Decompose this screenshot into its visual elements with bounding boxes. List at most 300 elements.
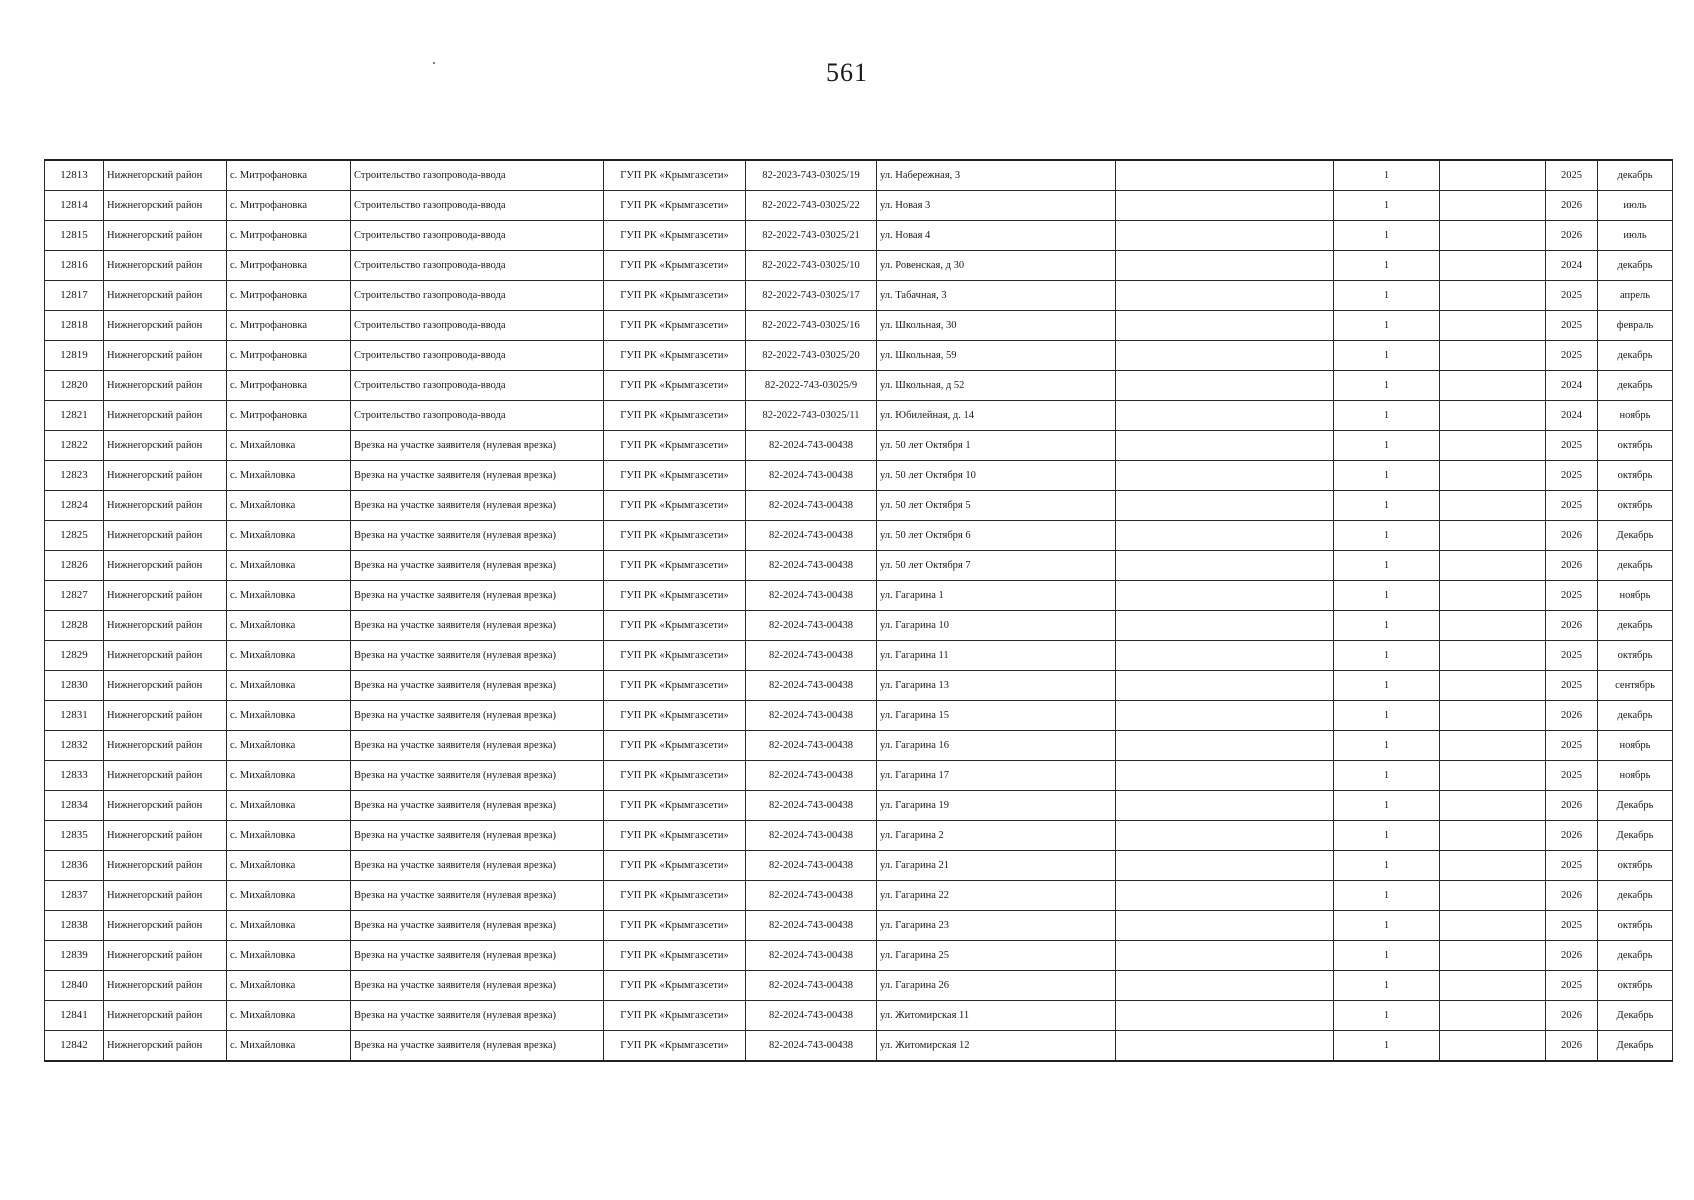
project-code-cell: 82-2024-743-00438: [746, 821, 877, 851]
month-cell: декабрь: [1598, 701, 1673, 731]
table-row: [45, 581, 1673, 611]
empty-cell: [1116, 641, 1334, 671]
project-code-cell: 82-2024-743-00438: [746, 791, 877, 821]
row-number: 12837: [45, 881, 104, 911]
project-code-cell: 82-2024-743-00438: [746, 731, 877, 761]
village-cell: с. Митрофановка: [227, 160, 351, 191]
village-cell: с. Митрофановка: [227, 221, 351, 251]
organization-cell: ГУП РК «Крымгазсети»: [604, 251, 746, 281]
row-number: 12835: [45, 821, 104, 851]
empty-cell: [1116, 671, 1334, 701]
organization-cell: ГУП РК «Крымгазсети»: [604, 731, 746, 761]
month-cell: ноябрь: [1598, 761, 1673, 791]
empty-cell: [1116, 371, 1334, 401]
year-cell: 2025: [1546, 431, 1598, 461]
work-type-cell: Врезка на участке заявителя (нулевая врезка): [351, 521, 604, 551]
month-cell: октябрь: [1598, 911, 1673, 941]
work-type-cell: Врезка на участке заявителя (нулевая врезка): [351, 911, 604, 941]
work-type-cell: Врезка на участке заявителя (нулевая врезка): [351, 641, 604, 671]
village-cell: с. Михайловка: [227, 731, 351, 761]
work-type-cell: Врезка на участке заявителя (нулевая врезка): [351, 971, 604, 1001]
district-cell: Нижнегорский район: [104, 371, 227, 401]
address-cell: ул. 50 лет Октября 1: [877, 431, 1116, 461]
table-row: [45, 461, 1673, 491]
empty-cell: [1116, 491, 1334, 521]
empty-cell: [1116, 581, 1334, 611]
month-cell: декабрь: [1598, 611, 1673, 641]
project-code-cell: 82-2022-743-03025/16: [746, 311, 877, 341]
work-type-cell: Врезка на участке заявителя (нулевая врезка): [351, 1001, 604, 1031]
month-cell: декабрь: [1598, 160, 1673, 191]
district-cell: Нижнегорский район: [104, 401, 227, 431]
empty-cell: [1440, 881, 1546, 911]
row-number: 12828: [45, 611, 104, 641]
month-cell: Декабрь: [1598, 521, 1673, 551]
row-number: 12840: [45, 971, 104, 1001]
district-cell: Нижнегорский район: [104, 671, 227, 701]
year-cell: 2026: [1546, 881, 1598, 911]
year-cell: 2024: [1546, 401, 1598, 431]
work-type-cell: Врезка на участке заявителя (нулевая врезка): [351, 491, 604, 521]
district-cell: Нижнегорский район: [104, 851, 227, 881]
month-cell: декабрь: [1598, 341, 1673, 371]
project-code-cell: 82-2022-743-03025/9: [746, 371, 877, 401]
table-row: [45, 641, 1673, 671]
year-cell: 2024: [1546, 251, 1598, 281]
empty-cell: [1440, 611, 1546, 641]
quantity-cell: 1: [1334, 1031, 1440, 1062]
empty-cell: [1440, 641, 1546, 671]
empty-cell: [1440, 191, 1546, 221]
empty-cell: [1116, 191, 1334, 221]
project-code-cell: 82-2022-743-03025/20: [746, 341, 877, 371]
empty-cell: [1440, 971, 1546, 1001]
month-cell: сентябрь: [1598, 671, 1673, 701]
table-row: [45, 701, 1673, 731]
address-cell: ул. 50 лет Октября 7: [877, 551, 1116, 581]
address-cell: ул. Школьная, д 52: [877, 371, 1116, 401]
table-row: [45, 821, 1673, 851]
village-cell: с. Михайловка: [227, 551, 351, 581]
quantity-cell: 1: [1334, 971, 1440, 1001]
empty-cell: [1116, 401, 1334, 431]
quantity-cell: 1: [1334, 341, 1440, 371]
year-cell: 2025: [1546, 971, 1598, 1001]
organization-cell: ГУП РК «Крымгазсети»: [604, 221, 746, 251]
work-type-cell: Врезка на участке заявителя (нулевая врезка): [351, 431, 604, 461]
organization-cell: ГУП РК «Крымгазсети»: [604, 191, 746, 221]
organization-cell: ГУП РК «Крымгазсети»: [604, 911, 746, 941]
empty-cell: [1116, 821, 1334, 851]
district-cell: Нижнегорский район: [104, 551, 227, 581]
month-cell: октябрь: [1598, 431, 1673, 461]
year-cell: 2025: [1546, 761, 1598, 791]
quantity-cell: 1: [1334, 851, 1440, 881]
village-cell: с. Михайловка: [227, 821, 351, 851]
table-row: [45, 251, 1673, 281]
project-code-cell: 82-2024-743-00438: [746, 911, 877, 941]
project-code-cell: 82-2022-743-03025/22: [746, 191, 877, 221]
work-type-cell: Строительство газопровода-ввода: [351, 251, 604, 281]
village-cell: с. Михайловка: [227, 791, 351, 821]
row-number: 12834: [45, 791, 104, 821]
project-code-cell: 82-2024-743-00438: [746, 881, 877, 911]
year-cell: 2025: [1546, 641, 1598, 671]
year-cell: 2025: [1546, 851, 1598, 881]
year-cell: 2025: [1546, 461, 1598, 491]
empty-cell: [1440, 851, 1546, 881]
village-cell: с. Михайловка: [227, 671, 351, 701]
row-number: 12829: [45, 641, 104, 671]
project-code-cell: 82-2024-743-00438: [746, 701, 877, 731]
quantity-cell: 1: [1334, 401, 1440, 431]
row-number: 12825: [45, 521, 104, 551]
address-cell: ул. Набережная, 3: [877, 160, 1116, 191]
village-cell: с. Михайловка: [227, 1001, 351, 1031]
village-cell: с. Михайловка: [227, 1031, 351, 1062]
district-cell: Нижнегорский район: [104, 791, 227, 821]
empty-cell: [1116, 851, 1334, 881]
year-cell: 2026: [1546, 941, 1598, 971]
address-cell: ул. 50 лет Октября 5: [877, 491, 1116, 521]
table-row: [45, 431, 1673, 461]
district-cell: Нижнегорский район: [104, 911, 227, 941]
address-cell: ул. Ровенская, д 30: [877, 251, 1116, 281]
village-cell: с. Михайловка: [227, 911, 351, 941]
village-cell: с. Митрофановка: [227, 251, 351, 281]
month-cell: июль: [1598, 191, 1673, 221]
quantity-cell: 1: [1334, 881, 1440, 911]
district-cell: Нижнегорский район: [104, 281, 227, 311]
project-code-cell: 82-2024-743-00438: [746, 671, 877, 701]
work-type-cell: Врезка на участке заявителя (нулевая врезка): [351, 941, 604, 971]
district-cell: Нижнегорский район: [104, 731, 227, 761]
quantity-cell: 1: [1334, 251, 1440, 281]
district-cell: Нижнегорский район: [104, 251, 227, 281]
village-cell: с. Михайловка: [227, 941, 351, 971]
address-cell: ул. 50 лет Октября 6: [877, 521, 1116, 551]
table-row: [45, 491, 1673, 521]
quantity-cell: 1: [1334, 701, 1440, 731]
work-type-cell: Врезка на участке заявителя (нулевая врезка): [351, 881, 604, 911]
empty-cell: [1440, 491, 1546, 521]
village-cell: с. Михайловка: [227, 641, 351, 671]
district-cell: Нижнегорский район: [104, 701, 227, 731]
month-cell: ноябрь: [1598, 401, 1673, 431]
row-number: 12822: [45, 431, 104, 461]
empty-cell: [1440, 911, 1546, 941]
table-row: [45, 611, 1673, 641]
organization-cell: ГУП РК «Крымгазсети»: [604, 611, 746, 641]
month-cell: октябрь: [1598, 461, 1673, 491]
empty-cell: [1116, 221, 1334, 251]
address-cell: ул. Гагарина 13: [877, 671, 1116, 701]
row-number: 12842: [45, 1031, 104, 1062]
organization-cell: ГУП РК «Крымгазсети»: [604, 581, 746, 611]
project-code-cell: 82-2022-743-03025/10: [746, 251, 877, 281]
address-cell: ул. Юбилейная, д. 14: [877, 401, 1116, 431]
quantity-cell: 1: [1334, 821, 1440, 851]
row-number: 12841: [45, 1001, 104, 1031]
row-number: 12833: [45, 761, 104, 791]
project-code-cell: 82-2023-743-03025/19: [746, 160, 877, 191]
project-code-cell: 82-2024-743-00438: [746, 521, 877, 551]
organization-cell: ГУП РК «Крымгазсети»: [604, 1001, 746, 1031]
district-cell: Нижнегорский район: [104, 821, 227, 851]
project-code-cell: 82-2024-743-00438: [746, 581, 877, 611]
quantity-cell: 1: [1334, 491, 1440, 521]
project-code-cell: 82-2024-743-00438: [746, 971, 877, 1001]
work-type-cell: Врезка на участке заявителя (нулевая врезка): [351, 761, 604, 791]
month-cell: февраль: [1598, 311, 1673, 341]
work-type-cell: Строительство газопровода-ввода: [351, 221, 604, 251]
year-cell: 2025: [1546, 491, 1598, 521]
district-cell: Нижнегорский район: [104, 881, 227, 911]
address-cell: ул. Табачная, 3: [877, 281, 1116, 311]
district-cell: Нижнегорский район: [104, 221, 227, 251]
month-cell: октябрь: [1598, 971, 1673, 1001]
quantity-cell: 1: [1334, 281, 1440, 311]
organization-cell: ГУП РК «Крымгазсети»: [604, 371, 746, 401]
district-cell: Нижнегорский район: [104, 160, 227, 191]
month-cell: Декабрь: [1598, 791, 1673, 821]
row-number: 12814: [45, 191, 104, 221]
year-cell: 2025: [1546, 671, 1598, 701]
organization-cell: ГУП РК «Крымгазсети»: [604, 160, 746, 191]
empty-cell: [1440, 281, 1546, 311]
village-cell: с. Михайловка: [227, 581, 351, 611]
row-number: 12815: [45, 221, 104, 251]
address-cell: ул. Гагарина 1: [877, 581, 1116, 611]
table-row: [45, 1001, 1673, 1031]
address-cell: ул. Новая 4: [877, 221, 1116, 251]
quantity-cell: 1: [1334, 581, 1440, 611]
year-cell: 2026: [1546, 551, 1598, 581]
table-row: [45, 281, 1673, 311]
work-type-cell: Врезка на участке заявителя (нулевая врезка): [351, 701, 604, 731]
project-code-cell: 82-2024-743-00438: [746, 761, 877, 791]
empty-cell: [1116, 311, 1334, 341]
empty-cell: [1440, 551, 1546, 581]
address-cell: ул. Новая 3: [877, 191, 1116, 221]
table-row: [45, 791, 1673, 821]
empty-cell: [1116, 791, 1334, 821]
district-cell: Нижнегорский район: [104, 641, 227, 671]
table-row: [45, 221, 1673, 251]
organization-cell: ГУП РК «Крымгазсети»: [604, 281, 746, 311]
project-code-cell: 82-2024-743-00438: [746, 641, 877, 671]
village-cell: с. Михайловка: [227, 461, 351, 491]
organization-cell: ГУП РК «Крымгазсети»: [604, 521, 746, 551]
empty-cell: [1440, 431, 1546, 461]
empty-cell: [1440, 1001, 1546, 1031]
row-number: 12823: [45, 461, 104, 491]
month-cell: ноябрь: [1598, 731, 1673, 761]
district-cell: Нижнегорский район: [104, 941, 227, 971]
quantity-cell: 1: [1334, 641, 1440, 671]
month-cell: декабрь: [1598, 941, 1673, 971]
address-cell: ул. Житомирская 12: [877, 1031, 1116, 1062]
address-cell: ул. Гагарина 17: [877, 761, 1116, 791]
year-cell: 2025: [1546, 911, 1598, 941]
work-type-cell: Врезка на участке заявителя (нулевая врезка): [351, 581, 604, 611]
empty-cell: [1116, 941, 1334, 971]
organization-cell: ГУП РК «Крымгазсети»: [604, 791, 746, 821]
table-row: [45, 881, 1673, 911]
page-number: 561: [826, 58, 868, 87]
year-cell: 2025: [1546, 341, 1598, 371]
village-cell: с. Михайловка: [227, 431, 351, 461]
address-cell: ул. Житомирская 11: [877, 1001, 1116, 1031]
month-cell: Декабрь: [1598, 1031, 1673, 1062]
empty-cell: [1116, 461, 1334, 491]
table-row: [45, 671, 1673, 701]
quantity-cell: 1: [1334, 521, 1440, 551]
organization-cell: ГУП РК «Крымгазсети»: [604, 341, 746, 371]
month-cell: июль: [1598, 221, 1673, 251]
empty-cell: [1116, 701, 1334, 731]
empty-cell: [1440, 371, 1546, 401]
empty-cell: [1440, 251, 1546, 281]
project-code-cell: 82-2024-743-00438: [746, 1001, 877, 1031]
work-type-cell: Врезка на участке заявителя (нулевая врезка): [351, 821, 604, 851]
month-cell: декабрь: [1598, 371, 1673, 401]
table-row: [45, 971, 1673, 1001]
table-row: [45, 401, 1673, 431]
row-number: 12827: [45, 581, 104, 611]
address-cell: ул. Гагарина 23: [877, 911, 1116, 941]
year-cell: 2026: [1546, 521, 1598, 551]
empty-cell: [1116, 281, 1334, 311]
empty-cell: [1116, 761, 1334, 791]
quantity-cell: 1: [1334, 731, 1440, 761]
quantity-cell: 1: [1334, 791, 1440, 821]
village-cell: с. Михайловка: [227, 701, 351, 731]
table-row: [45, 341, 1673, 371]
village-cell: с. Михайловка: [227, 521, 351, 551]
month-cell: декабрь: [1598, 551, 1673, 581]
table-row: [45, 941, 1673, 971]
address-cell: ул. Школьная, 30: [877, 311, 1116, 341]
month-cell: октябрь: [1598, 851, 1673, 881]
project-code-cell: 82-2022-743-03025/21: [746, 221, 877, 251]
project-code-cell: 82-2024-743-00438: [746, 551, 877, 581]
village-cell: с. Митрофановка: [227, 401, 351, 431]
year-cell: 2025: [1546, 281, 1598, 311]
empty-cell: [1440, 701, 1546, 731]
quantity-cell: 1: [1334, 160, 1440, 191]
work-type-cell: Врезка на участке заявителя (нулевая врезка): [351, 1031, 604, 1062]
address-cell: ул. Гагарина 19: [877, 791, 1116, 821]
quantity-cell: 1: [1334, 221, 1440, 251]
quantity-cell: 1: [1334, 941, 1440, 971]
table-row: [45, 911, 1673, 941]
project-code-cell: 82-2024-743-00438: [746, 491, 877, 521]
empty-cell: [1116, 1031, 1334, 1062]
work-type-cell: Строительство газопровода-ввода: [351, 160, 604, 191]
row-number: 12826: [45, 551, 104, 581]
project-code-cell: 82-2022-743-03025/11: [746, 401, 877, 431]
address-cell: ул. Гагарина 26: [877, 971, 1116, 1001]
organization-cell: ГУП РК «Крымгазсети»: [604, 881, 746, 911]
district-cell: Нижнегорский район: [104, 971, 227, 1001]
empty-cell: [1440, 1031, 1546, 1062]
empty-cell: [1116, 551, 1334, 581]
organization-cell: ГУП РК «Крымгазсети»: [604, 491, 746, 521]
project-code-cell: 82-2024-743-00438: [746, 941, 877, 971]
work-type-cell: Строительство газопровода-ввода: [351, 311, 604, 341]
work-type-cell: Врезка на участке заявителя (нулевая врезка): [351, 611, 604, 641]
table-row: [45, 160, 1673, 191]
quantity-cell: 1: [1334, 311, 1440, 341]
quantity-cell: 1: [1334, 1001, 1440, 1031]
empty-cell: [1440, 671, 1546, 701]
row-number: 12818: [45, 311, 104, 341]
empty-cell: [1440, 791, 1546, 821]
month-cell: октябрь: [1598, 491, 1673, 521]
year-cell: 2025: [1546, 581, 1598, 611]
quantity-cell: 1: [1334, 611, 1440, 641]
empty-cell: [1116, 611, 1334, 641]
organization-cell: ГУП РК «Крымгазсети»: [604, 941, 746, 971]
month-cell: ноябрь: [1598, 581, 1673, 611]
empty-cell: [1116, 341, 1334, 371]
work-type-cell: Врезка на участке заявителя (нулевая врезка): [351, 551, 604, 581]
table-row: [45, 761, 1673, 791]
work-type-cell: Строительство газопровода-ввода: [351, 371, 604, 401]
row-number: 12838: [45, 911, 104, 941]
empty-cell: [1440, 341, 1546, 371]
district-cell: Нижнегорский район: [104, 581, 227, 611]
year-cell: 2026: [1546, 701, 1598, 731]
village-cell: с. Митрофановка: [227, 311, 351, 341]
quantity-cell: 1: [1334, 671, 1440, 701]
quantity-cell: 1: [1334, 431, 1440, 461]
village-cell: с. Митрофановка: [227, 281, 351, 311]
row-number: 12830: [45, 671, 104, 701]
district-cell: Нижнегорский район: [104, 311, 227, 341]
work-type-cell: Строительство газопровода-ввода: [351, 401, 604, 431]
empty-cell: [1440, 941, 1546, 971]
month-cell: декабрь: [1598, 251, 1673, 281]
project-code-cell: 82-2024-743-00438: [746, 611, 877, 641]
district-cell: Нижнегорский район: [104, 611, 227, 641]
address-cell: ул. Школьная, 59: [877, 341, 1116, 371]
empty-cell: [1440, 461, 1546, 491]
year-cell: 2026: [1546, 821, 1598, 851]
row-number: 12839: [45, 941, 104, 971]
year-cell: 2025: [1546, 731, 1598, 761]
organization-cell: ГУП РК «Крымгазсети»: [604, 701, 746, 731]
quantity-cell: 1: [1334, 761, 1440, 791]
month-cell: Декабрь: [1598, 1001, 1673, 1031]
quantity-cell: 1: [1334, 371, 1440, 401]
address-cell: ул. Гагарина 25: [877, 941, 1116, 971]
organization-cell: ГУП РК «Крымгазсети»: [604, 671, 746, 701]
work-type-cell: Врезка на участке заявителя (нулевая врезка): [351, 851, 604, 881]
year-cell: 2026: [1546, 1001, 1598, 1031]
empty-cell: [1116, 1001, 1334, 1031]
year-cell: 2025: [1546, 160, 1598, 191]
month-cell: апрель: [1598, 281, 1673, 311]
empty-cell: [1440, 821, 1546, 851]
table-row: [45, 1031, 1673, 1062]
village-cell: с. Михайловка: [227, 611, 351, 641]
table-row: [45, 551, 1673, 581]
month-cell: октябрь: [1598, 641, 1673, 671]
address-cell: ул. Гагарина 16: [877, 731, 1116, 761]
row-number: 12819: [45, 341, 104, 371]
